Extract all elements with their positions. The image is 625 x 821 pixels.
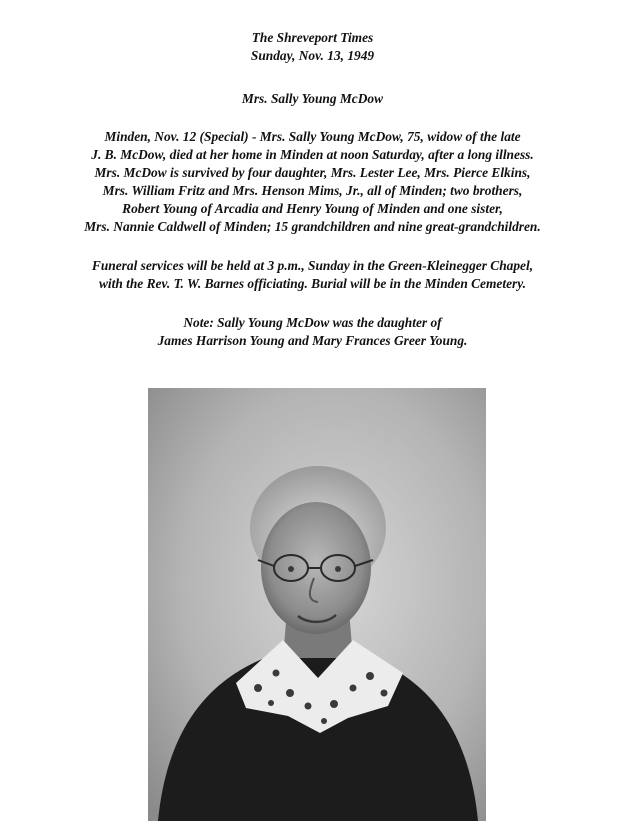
obituary-line: Mrs. William Fritz and Mrs. Henson Mims, Jr., all of Minden; two brothers, (102, 183, 523, 198)
note-paragraph (0, 314, 625, 350)
obituary-line: Mrs. Nannie Caldwell of Minden; 15 grandchildren and nine great-grandchildren. (84, 219, 541, 234)
publication-date: Sunday, Nov. 13, 1949 (250, 48, 375, 63)
funeral-paragraph (0, 257, 625, 293)
newspaper-header (0, 29, 625, 65)
obituary-line: Robert Young of Arcadia and Henry Young of Minden and one sister, (122, 201, 503, 216)
funeral-line: with the Rev. T. W. Barnes officiating. Burial will be in the Minden Cemetery. (98, 276, 527, 291)
subject-name: Mrs. Sally Young McDow (241, 91, 384, 106)
obituary-line: Mrs. McDow is survived by four daughter, Mrs. Lester Lee, Mrs. Pierce Elkins, (94, 165, 531, 180)
funeral-line: Funeral services will be held at 3 p.m., Sunday in the Green-Kleinegger Chapel, (91, 258, 534, 273)
newspaper-name: The Shreveport Times (251, 30, 374, 45)
obituary-body (0, 128, 625, 236)
obituary-subject (0, 90, 625, 108)
note-line: Note: Sally Young McDow was the daughter of (183, 315, 442, 330)
obituary-line: J. B. McDow, died at her home in Minden at noon Saturday, after a long illness. (91, 147, 534, 162)
obituary-line: Minden, Nov. 12 (Special) - Mrs. Sally Young McDow, 75, widow of the late (104, 129, 521, 144)
portrait-illustration (148, 388, 486, 821)
portrait-photo (148, 388, 486, 821)
note-line: James Harrison Young and Mary Frances Greer Young. (157, 333, 468, 348)
